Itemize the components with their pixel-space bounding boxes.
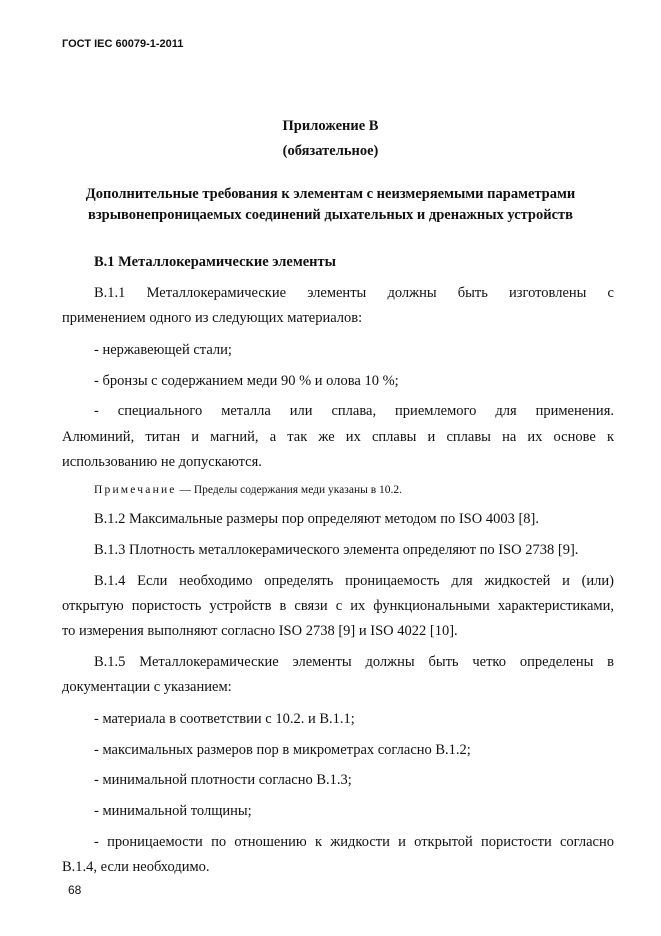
note-text: — Пределы содержания меди указаны в 10.2. (176, 484, 402, 496)
paragraph-b15-line2: документации с указанием: (62, 679, 232, 695)
appendix-heading-line1: Дополнительные требования к элементам с неизмеряемыми параметрами (85, 186, 576, 202)
note (94, 484, 402, 496)
material-item-2: - бронзы с содержанием меди 90 % и олова 10 %; (94, 373, 399, 389)
paragraph-b14-line3: то измерения выполняют согласно ISO 2738 [9] и ISO 4022 [10]. (62, 623, 458, 639)
doc-item-1: - материала в соответствии с 10.2. и В.1.1; (94, 711, 355, 727)
appendix-title: Приложение В (282, 118, 379, 134)
material-item-3-line1: - специального металла или сплава, приемлемого для применения. (94, 403, 614, 419)
page-number: 68 (68, 883, 82, 897)
paragraph-b11-line1: В.1.1 Металлокерамические элементы должны быть изготовлены с (94, 285, 614, 301)
paragraph-b11-line2: применением одного из следующих материалов: (62, 310, 363, 326)
material-item-3-line2: Алюминий, титан и магний, а так же их сплавы и сплавы на их основе к (62, 429, 614, 445)
appendix-status: (обязательное) (282, 143, 379, 159)
paragraph-b12: В.1.2 Максимальные размеры пор определяют методом по ISO 4003 [8]. (94, 511, 539, 527)
note-label: Примечание (94, 484, 177, 496)
paragraph-b15-line1: В.1.5 Металлокерамические элементы должны быть четко определены в (94, 654, 614, 670)
section-title: В.1 Металлокерамические элементы (94, 254, 336, 270)
material-item-3-line3: использованию не допускаются. (62, 454, 262, 470)
doc-item-3: - минимальной плотности согласно В.1.3; (94, 772, 352, 788)
appendix-heading-line2: взрывонепроницаемых соединений дыхательных и дренажных устройств (88, 207, 573, 223)
paragraph-b13: В.1.3 Плотность металлокерамического элемента определяют по ISO 2738 [9]. (94, 542, 579, 558)
paragraph-b14-line2: открытую пористость устройств в связи с их функциональными характеристиками, (62, 598, 614, 614)
paragraph-b14-line1: В.1.4 Если необходимо определять проницаемость для жидкостей и (или) (94, 573, 614, 589)
doc-item-2: - максимальных размеров пор в микрометрах согласно В.1.2; (94, 742, 471, 758)
standard-header: ГОСТ IEC 60079-1-2011 (62, 38, 184, 50)
doc-item-4: - минимальной толщины; (94, 803, 252, 819)
material-item-1: - нержавеющей стали; (94, 342, 232, 358)
doc-item-5-line2: В.1.4, если необходимо. (62, 859, 210, 875)
doc-item-5-line1: - проницаемости по отношению к жидкости и открытой пористости согласно (94, 834, 614, 850)
